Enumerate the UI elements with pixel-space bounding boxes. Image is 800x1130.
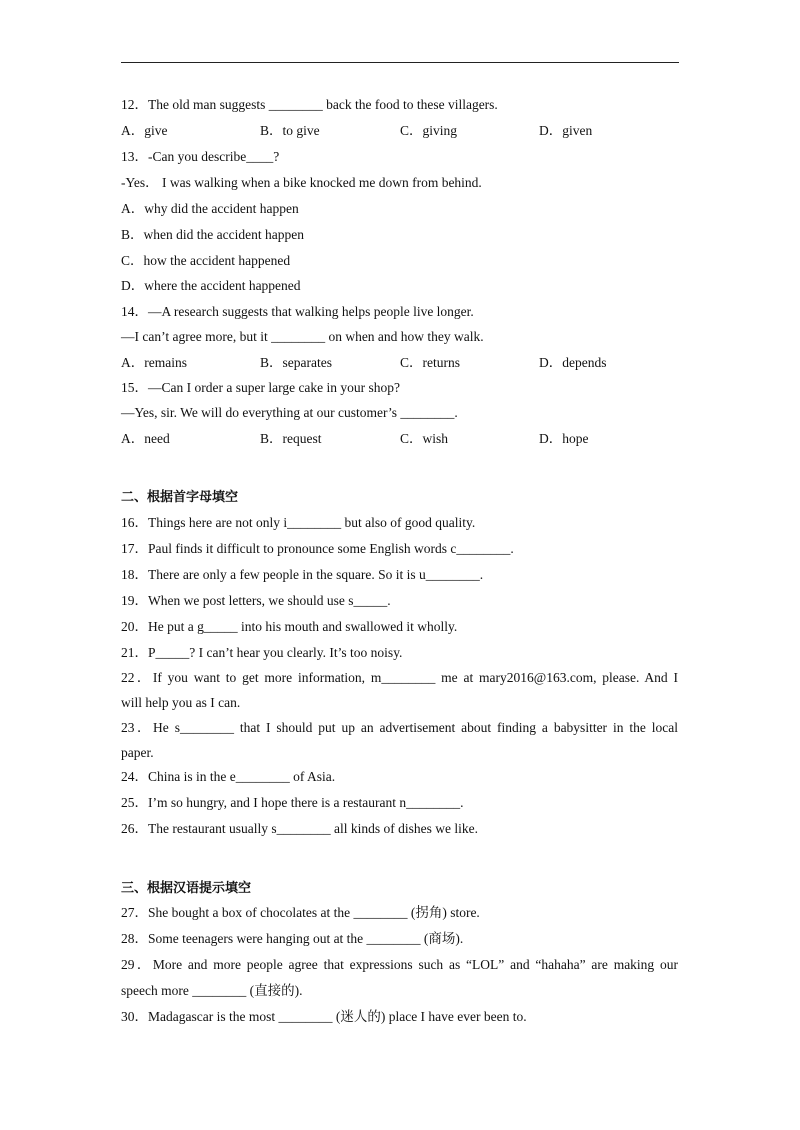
q12-option-a: A．give [121,123,168,138]
question-25: 25．I’m so hungry, and I hope there is a restaurant n________. [121,795,464,810]
question-30: 30．Madagascar is the most ________ (迷人的) place I have ever been to. [121,1009,527,1024]
question-24: 24．China is in the e________ of Asia. [121,769,336,784]
question-27: 27．She bought a box of chocolates at the ________ (拐角) store. [121,905,480,920]
q14-option-c: C．returns [400,355,460,370]
question-13: 13．-Can you describe____? [121,149,280,164]
question-29: 29．More and more people agree that expressions such as “LOL” and “hahaha” are making our [121,957,678,972]
q15-option-c: C．wish [400,431,449,446]
question-18: 18．There are only a few people in the square. So it is u________. [121,567,484,582]
question-15: 15．—Can I order a super large cake in your shop? [121,380,401,395]
q13-option-a: A．why did the accident happen [121,201,299,216]
question-23: 23．He s________ that I should put up an advertisement about finding a babysitter in the local [121,720,678,735]
q12-option-c: C．giving [400,123,458,138]
q14-option-a: A．remains [121,355,187,370]
q15-option-b: B．request [260,431,322,446]
question-29-continued: speech more ________ (直接的). [121,983,303,998]
section-2-heading: 二、根据首字母填空 [121,490,239,505]
question-22: 22．If you want to get more information, m________ me at mary2016@163.com, please. And I [121,670,678,685]
question-15-reply: —Yes, sir. We will do everything at our customer’s ________. [121,405,458,420]
q15-option-a: A．need [121,431,170,446]
question-14-reply: —I can’t agree more, but it ________ on when and how they walk. [121,329,484,344]
question-26: 26．The restaurant usually s________ all kinds of dishes we like. [121,821,478,836]
question-22-continued: will help you as I can. [121,695,241,710]
question-23-continued: paper. [121,745,154,760]
q12-option-b: B．to give [260,123,320,138]
q12-option-d: D．given [539,123,593,138]
q13-option-b: B．when did the accident happen [121,227,304,242]
question-28: 28．Some teenagers were hanging out at the ________ (商场). [121,931,464,946]
q13-option-c: C．how the accident happened [121,253,291,268]
question-14: 14．—A research suggests that walking helps people live longer. [121,304,474,319]
question-19: 19．When we post letters, we should use s_____. [121,593,391,608]
q15-option-d: D．hope [539,431,589,446]
question-17: 17．Paul finds it difficult to pronounce some English words c________. [121,541,514,556]
q14-option-b: B．separates [260,355,332,370]
question-16: 16．Things here are not only i________ but also of good quality. [121,515,476,530]
header-rule [121,62,679,63]
q14-option-d: D．depends [539,355,607,370]
q13-option-d: D．where the accident happened [121,278,301,293]
question-13-reply: -Yes． I was walking when a bike knocked me down from behind. [121,175,482,190]
question-21: 21．P_____? I can’t hear you clearly. It’s too noisy. [121,645,403,660]
question-12: 12．The old man suggests ________ back the food to these villagers. [121,97,498,112]
section-3-heading: 三、根据汉语提示填空 [121,881,252,896]
question-20: 20．He put a g_____ into his mouth and swallowed it wholly. [121,619,458,634]
